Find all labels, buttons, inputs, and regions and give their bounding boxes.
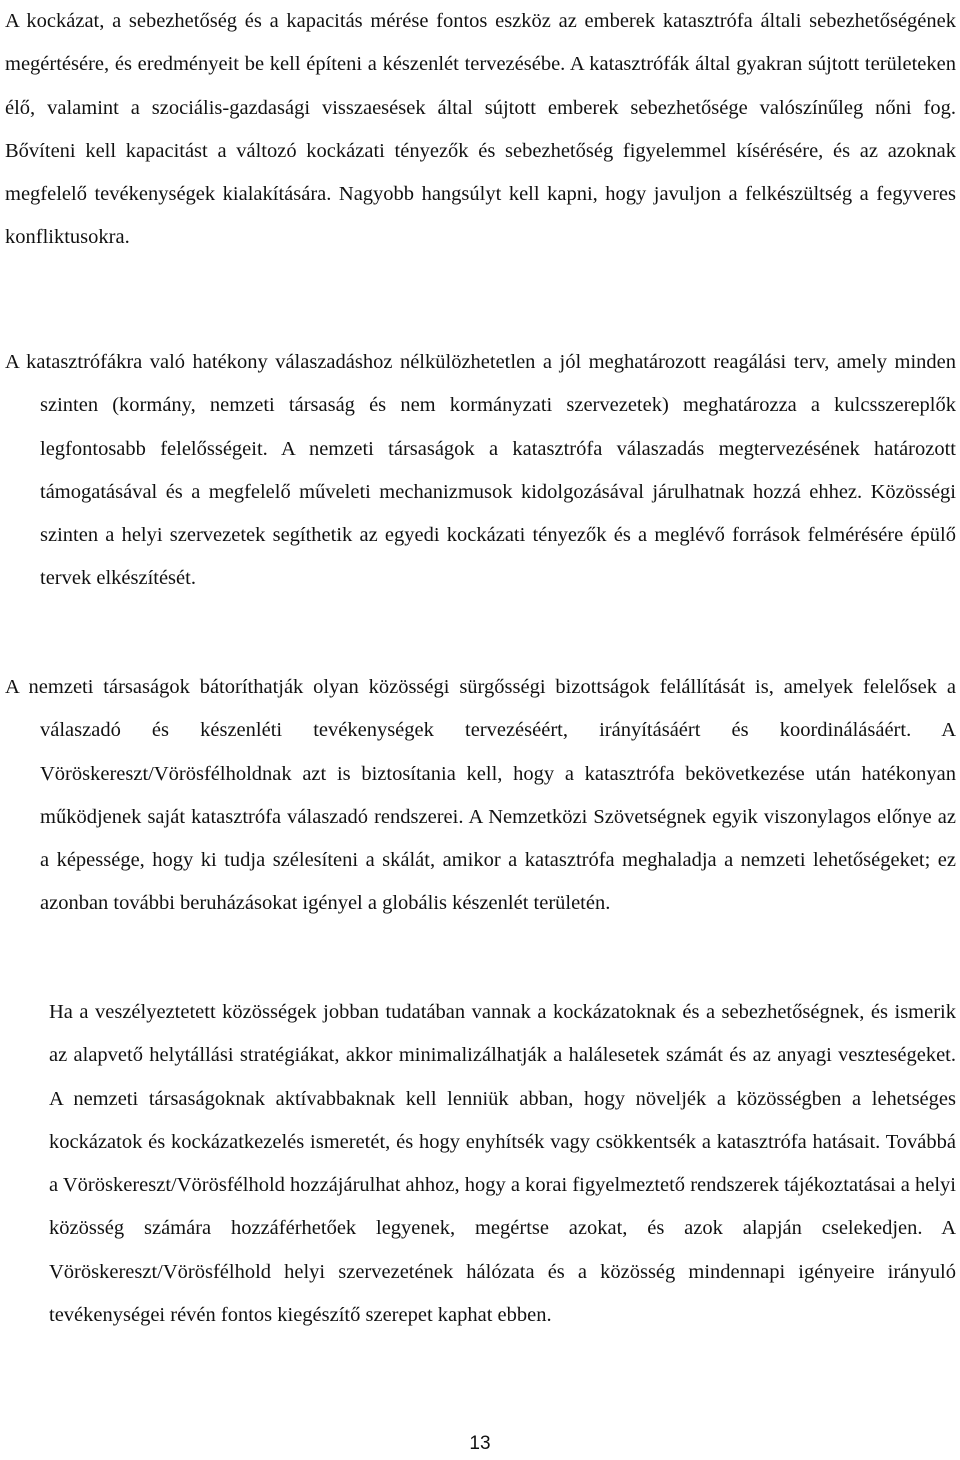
paragraph-risk-assessment: A kockázat, a sebezhetőség és a kapacitás mérése fontos eszköz az emberek katasztrófa általi sebezhetőségének megértésére, és eredményeit be kell építeni a készenlét tervezésébe. A katasztrófák által gyakran sújtott területeken élő, valamint a szociális-gazdasági visszaesések által sújtott emberek sebezhetősége valószínűleg nőni fog. Bővíteni kell kapacitást a változó kockázati tényezők és sebezhetőség figyelemmel kísérésére, és az azoknak megfelelő tevékenységek kialakítására. Nagyobb hangsúlyt kell kapni, hogy javuljon a felkészültség a fegyveres konfliktusokra.	[5, 10, 956, 249]
paragraph-community-awareness: Ha a veszélyeztetett közösségek jobban tudatában vannak a kockázatoknak és a sebezhetőségnek, és ismerik az alapvető helytállási stratégiákat, akkor minimalizálhatják a halálesetek számát és az anyagi veszteségeket. A nemzeti társaságoknak aktívabbaknak kell lenniük abban, hogy növeljék a közösségben a lehetséges kockázatok és kockázatkezelés ismeretét, és hogy enyhítsék vagy csökkentsék a katasztrófa hatásait. Továbbá a Vöröskereszt/Vörösfélhold hozzájárulhat ahhoz, hogy a korai figyelmeztető rendszerek tájékoztatásai a helyi közösség számára hozzáférhetőek legyenek, megértse azokat, és azok alapján cselekedjen. A Vöröskereszt/Vörösfélhold helyi szervezetének hálózata és a közösség mindennapi igényeire irányuló tevékenységei révén fontos kiegészítő szerepet kaphat ebben.	[49, 1001, 956, 1327]
paragraph-response-plan: A katasztrófákra való hatékony válaszadáshoz nélkülözhetetlen a jól meghatározott reagálási terv, amely minden szinten (kormány, nemzeti társaság és nem kormányzati szervezetek) meghatározza a kulcsszereplők legfontosabb felelősségeit. A nemzeti társaságok a katasztrófa válaszadás megtervezésének határozott támogatásával és a megfelelő műveleti mechanizmusok kidolgozásával járulhatnak hozzá ehhez. Közösségi szinten a helyi szervezetek segíthetik az egyedi kockázati tényezők és a meglévő források felmérésére épülő tervek elkészítését.	[5, 351, 956, 590]
page-number: 13	[469, 1433, 491, 1454]
paragraph-emergency-committees: A nemzeti társaságok bátoríthatják olyan közösségi sürgősségi bizottságok felállítását is, amelyek felelősek a válaszadó és készenléti tevékenységek tervezéséért, irányításáért és koordinálásáért. A Vöröskereszt/Vörösfélholdnak azt is biztosítania kell, hogy a katasztrófa bekövetkezése után hatékonyan működjenek saját katasztrófa válaszadó rendszerei. A Nemzetközi Szövetségnek egyik viszonylagos előnye az a képessége, hogy ki tudja szélesíteni a skálát, amikor a katasztrófa meghaladja a nemzeti lehetőségeket; ez azonban további beruházásokat igényel a globális készenlét területén.	[5, 676, 956, 915]
